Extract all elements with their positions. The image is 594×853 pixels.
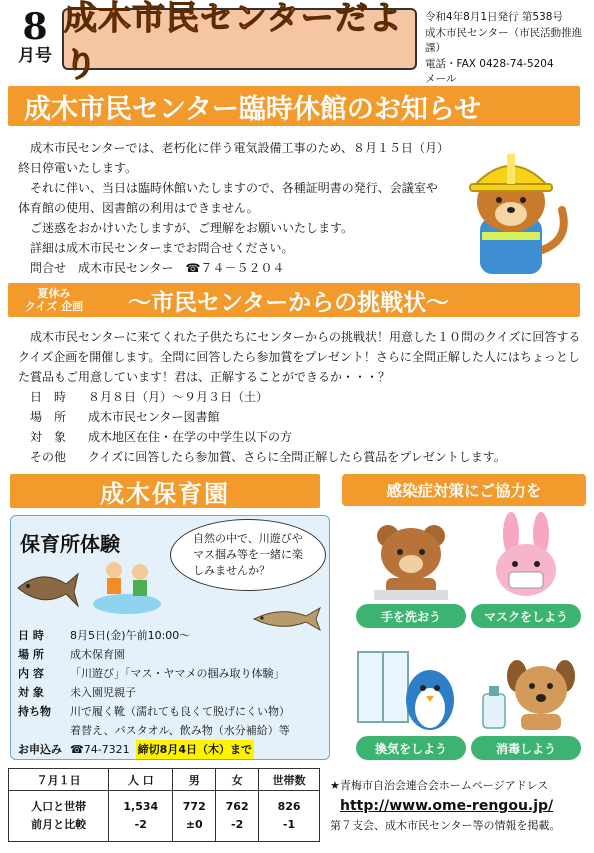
closure-banner: [8, 86, 580, 126]
nursery-row: [18, 740, 330, 759]
association-links: [330, 776, 590, 836]
table-row: [9, 791, 320, 842]
quiz-detail-row: [18, 447, 584, 467]
nursery-row: [18, 664, 330, 683]
issue-number: 8: [22, 6, 48, 48]
closure-line: それに伴い、当日は臨時休館いたしますので、各種証明書の発行、会議室や体育館の使用、図書館の利用はできません。: [18, 181, 438, 215]
detail-value: 成木地区在住・在学の中学生以下の方: [88, 430, 293, 444]
issue-unit: 月号: [18, 46, 52, 66]
nursery-row: [18, 702, 330, 721]
links-heading: ★青梅市自治会連合会ホームページアドレス: [330, 779, 549, 792]
closure-contact: 問合せ 成木市民センター ☎７４－５２０４: [30, 261, 285, 275]
change: -1: [282, 818, 296, 831]
quiz-label-bottom: クイズ 企画: [24, 300, 84, 313]
detail-value: クイズに回答したら参加賞、さらに全問正解したら賞品をプレゼントします。: [88, 450, 506, 464]
tile-label: 消毒しよう: [471, 736, 581, 760]
closure-line: 成木市民センターでは、老朽化に伴う電気設備工事のため、８月１５日（月）終日停電いたします。: [18, 141, 444, 175]
nursery-row: [18, 626, 330, 645]
row-label: 前月と比較: [31, 818, 87, 831]
change: -2: [231, 818, 244, 831]
population-table: [8, 768, 320, 842]
infection-banner: [342, 474, 586, 506]
detail-value: 「川遊び」「マス・ヤマメの掴み取り体験」: [70, 667, 285, 680]
population-cell: [109, 791, 173, 842]
detail-value: 8月5日(金)午前10:00～: [70, 629, 191, 642]
detail-value: 着替え、バスタオル、飲み物（水分補給）等: [70, 724, 290, 737]
email[interactable]: メール: [425, 73, 457, 85]
links-note: 第７支会、成木市民センター等の情報を掲載。: [330, 819, 561, 832]
detail-value: ８月８日（月）～９月３日（土）: [88, 390, 269, 404]
detail-key: 持ち物: [18, 705, 51, 718]
nursery-row: [18, 645, 330, 664]
bubble-text: 自然の中で、川遊びやマス掴み等を一緒に楽しみませんか？: [193, 532, 303, 577]
quiz-detail-row: [18, 427, 584, 447]
nursery-heading: 保育所体験: [20, 532, 120, 556]
tile-label: 手を洗おう: [356, 604, 466, 628]
tile-label: マスクをしよう: [471, 604, 581, 628]
closure-body: [18, 138, 448, 278]
infection-banner-text: 感染症対策にご協力を: [386, 482, 542, 500]
quiz-banner: [8, 283, 580, 317]
masthead: [62, 0, 417, 84]
nursery-banner-text: 成木保育園: [100, 479, 230, 508]
detail-value: ☎74-7321: [70, 743, 130, 756]
mask-tile: [467, 512, 585, 630]
detail-key: 対 象: [30, 430, 67, 444]
value: 772: [182, 800, 206, 813]
construction-dog-illustration: [452, 140, 572, 280]
change: ±0: [185, 818, 203, 831]
disinfect-tile: [467, 644, 585, 762]
speech-bubble: [170, 519, 326, 591]
deadline-highlight: 締切8月4日（木）まで: [136, 740, 254, 759]
detail-value: 成木保育園: [70, 648, 125, 661]
closure-line: ご迷惑をおかけいたしますが、ご理解をお願いいたします。: [30, 221, 354, 235]
quiz-label-top: 夏休み: [37, 287, 71, 300]
publish-date: 令和4年8月1日発行 第538号: [425, 11, 563, 23]
male-cell: [173, 791, 216, 842]
closure-line: 詳細は成木市民センターまでお問合せください。: [30, 241, 294, 255]
row-label: 人口と世帯: [31, 800, 87, 813]
table-header: 男: [173, 769, 216, 791]
detail-key: [18, 721, 70, 740]
table-header: ７月１日: [9, 769, 109, 791]
nursery-row: [18, 683, 330, 702]
table-header: 人 口: [109, 769, 173, 791]
change: -2: [134, 818, 147, 831]
nursery-banner: [10, 474, 320, 508]
ventilation-tile: [352, 644, 470, 762]
detail-value: 成木市民センター図書館: [88, 410, 220, 424]
female-cell: [216, 791, 259, 842]
quiz-body: [18, 327, 584, 467]
phone-fax: 電話・FAX 0428-74-5204: [425, 57, 554, 70]
value: 1,534: [123, 800, 159, 813]
table-header-row: [9, 769, 320, 791]
newsletter-title: 成木市民センターだより: [64, 0, 403, 84]
tile-label: 換気をしよう: [356, 736, 466, 760]
detail-key: 場 所: [30, 410, 67, 424]
detail-key: 場 所: [18, 648, 44, 661]
detail-key: 日 時: [18, 629, 44, 642]
households-cell: [259, 791, 320, 842]
detail-value: 川で履く靴（濡れても良くて脱げにくい物）: [70, 705, 290, 718]
closure-title: 成木市民センター臨時休館のお知らせ: [24, 93, 482, 125]
detail-key: その他: [30, 450, 67, 464]
children-playing-illustration: [92, 556, 162, 614]
value: 826: [277, 800, 301, 813]
publisher: 成木市民センター（市民活動推進課）: [425, 26, 583, 54]
detail-key: 日 時: [30, 390, 67, 404]
wash-hands-tile: [352, 512, 470, 630]
issue-month: [6, 8, 64, 66]
quiz-small-label: [8, 287, 100, 313]
detail-key: 対 象: [18, 686, 44, 699]
nursery-row: [18, 721, 330, 740]
table-header: 世帯数: [259, 769, 320, 791]
quiz-detail-row: [18, 407, 584, 427]
quiz-intro: 成木市民センターに来てくれた子供たちにセンターからの挑戦状！用意した１０問のクイズに回答するクイズ企画を開催します。全問に回答したら参加賞をプレゼント！さらに全問正解した人にはちょっとした賞品もご用意しています！君は、正解することができるか・・・？: [18, 330, 581, 384]
detail-key: お申込み: [18, 743, 62, 756]
table-header: 女: [216, 769, 259, 791]
detail-key: 内 容: [18, 667, 44, 680]
value: 762: [225, 800, 249, 813]
row-label-cell: [9, 791, 109, 842]
quiz-detail-row: [18, 387, 584, 407]
trout-illustration: [14, 562, 80, 612]
nursery-details: [18, 626, 330, 759]
association-url-link[interactable]: http://www.ome-rengou.jp/: [340, 798, 554, 814]
quiz-title: ～市民センターからの挑戦状～: [128, 289, 450, 316]
detail-value: 未入園児親子: [70, 686, 136, 699]
